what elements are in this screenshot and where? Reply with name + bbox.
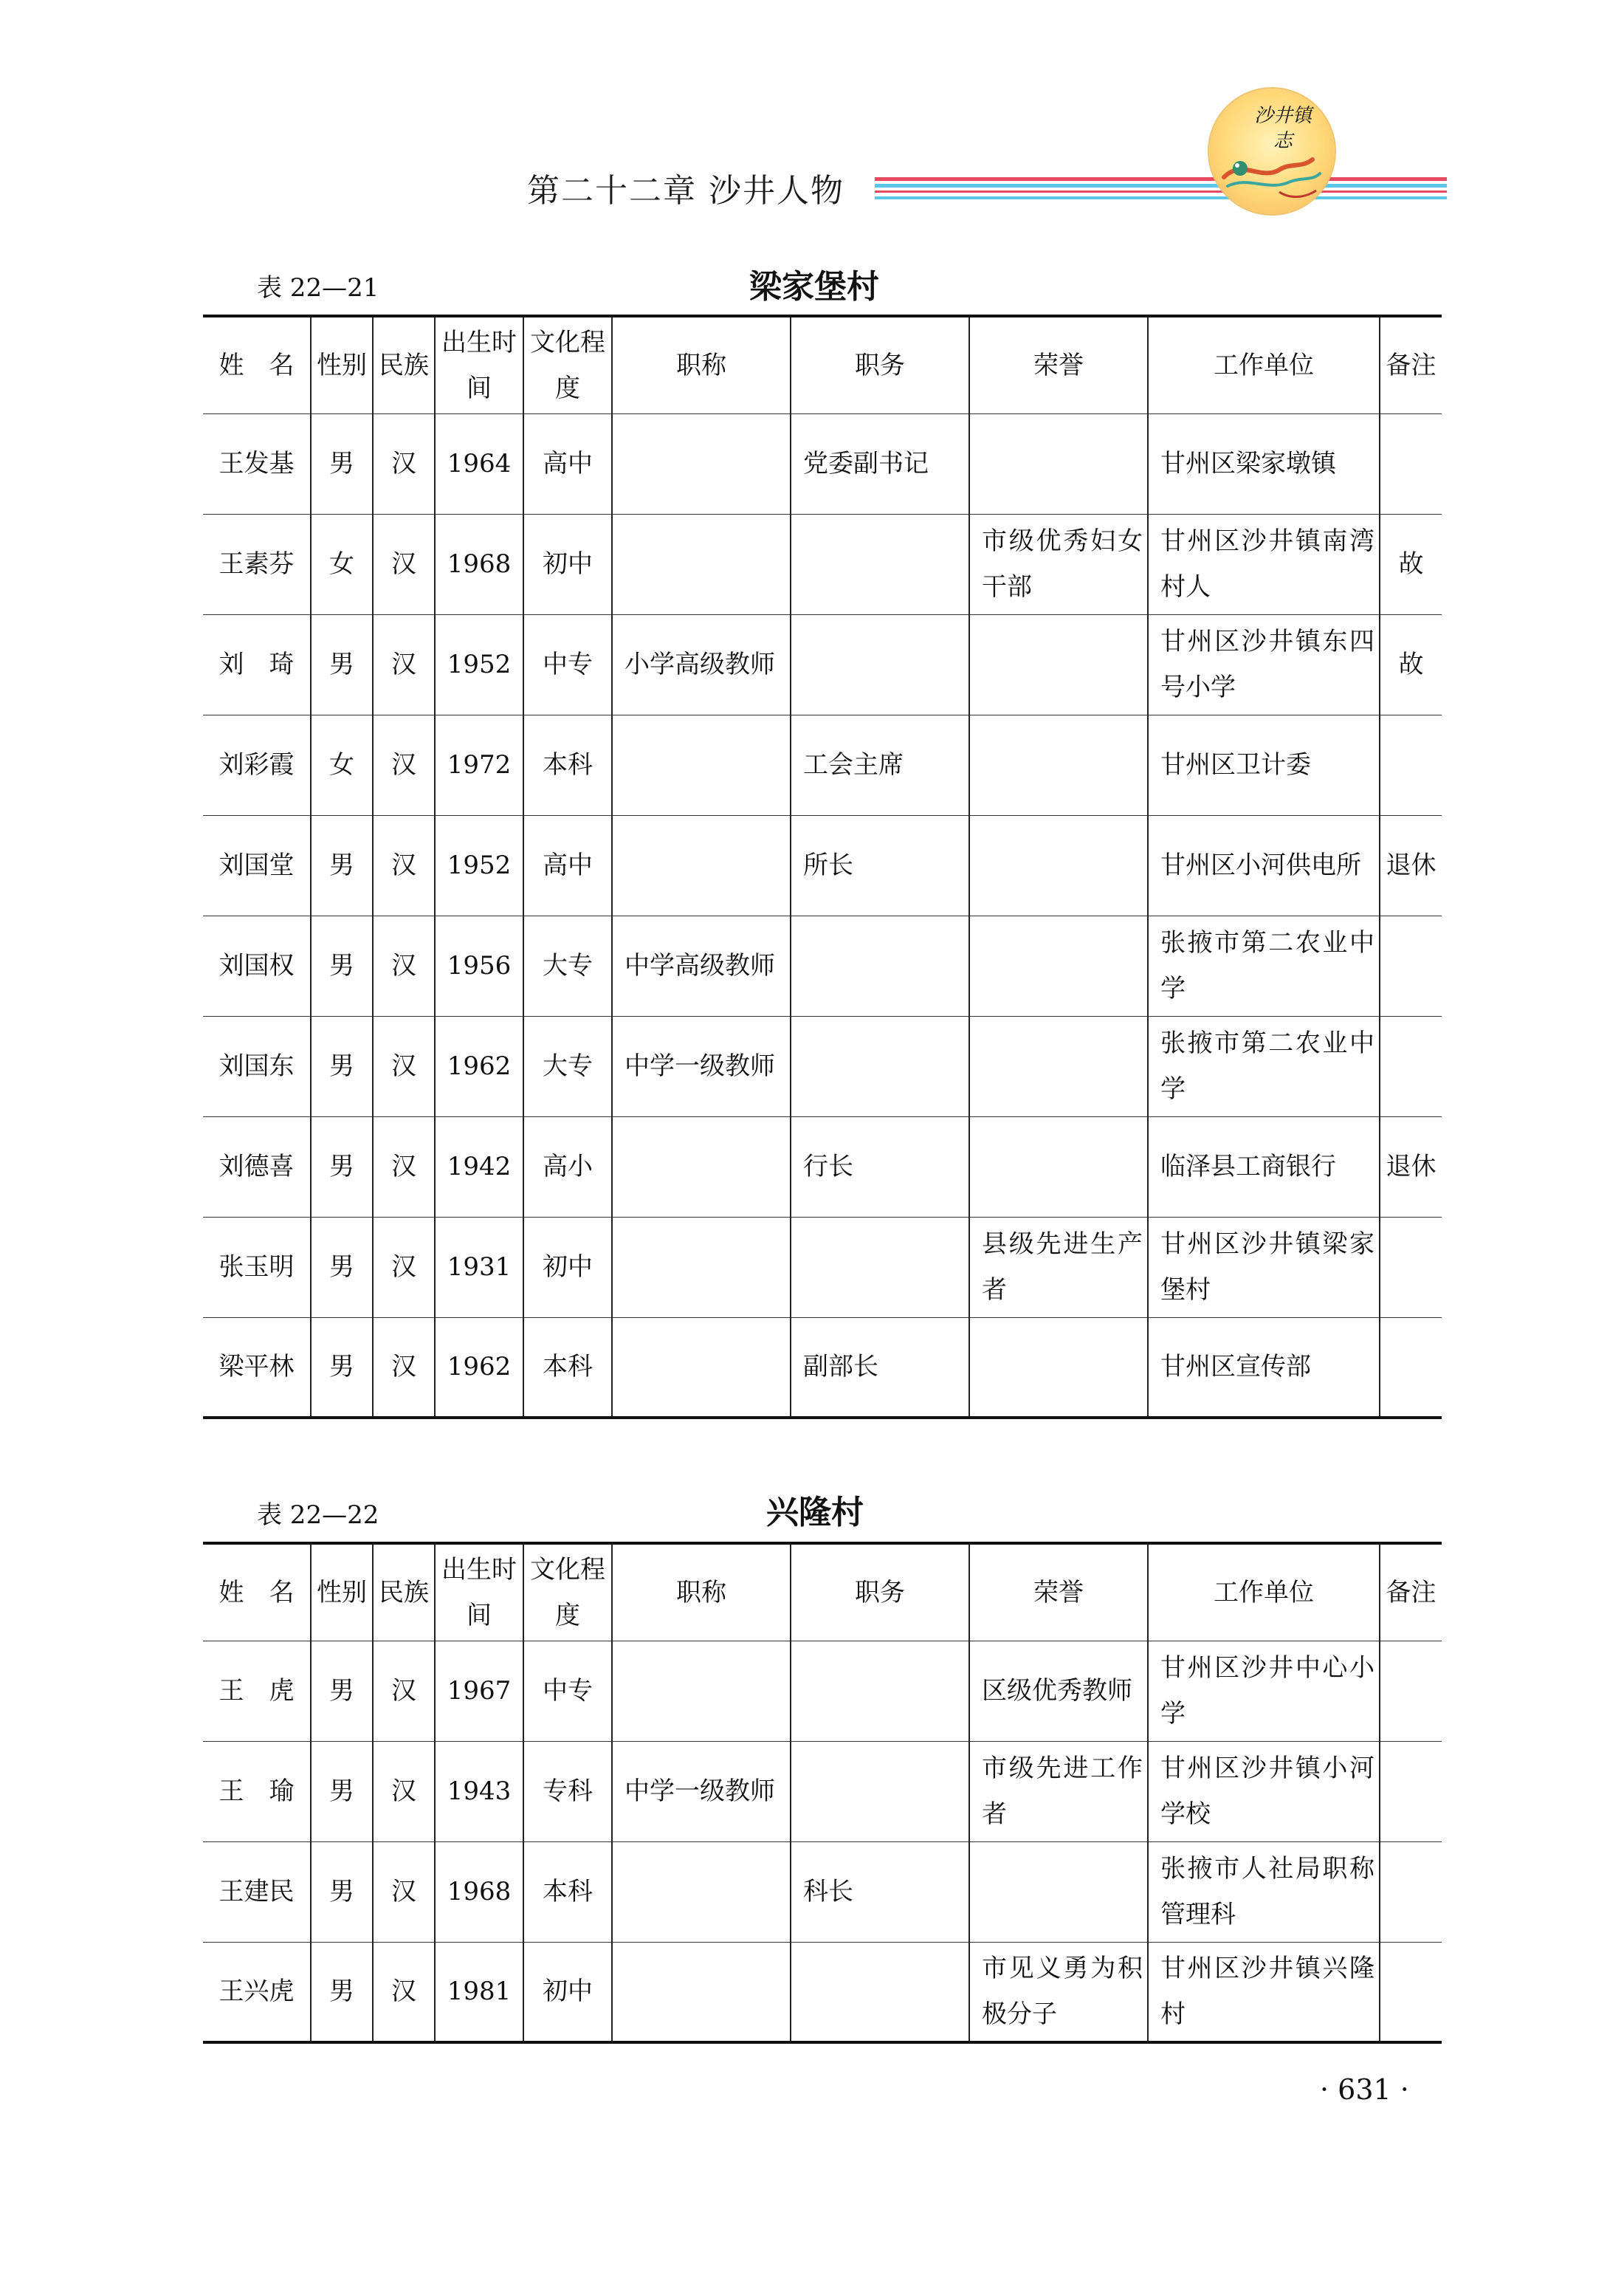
cell-remark bbox=[1380, 413, 1442, 514]
cell-employer: 甘州区卫计委 bbox=[1148, 715, 1380, 815]
header-row bbox=[203, 1543, 1442, 1641]
cell-employer: 临泽县工商银行 bbox=[1148, 1116, 1380, 1217]
cell-position: 工会主席 bbox=[791, 715, 969, 815]
cell-ethnicity: 汉 bbox=[373, 1942, 435, 2042]
cell-remark bbox=[1380, 715, 1442, 815]
cell-remark bbox=[1380, 916, 1442, 1016]
cell-birth-year: 1967 bbox=[435, 1641, 523, 1741]
cell-education: 本科 bbox=[523, 1841, 612, 1942]
cell-gender: 女 bbox=[311, 715, 373, 815]
cell-honor: 区级优秀教师 bbox=[969, 1641, 1148, 1741]
cell-name: 梁平林 bbox=[203, 1317, 311, 1418]
cell-name: 王建民 bbox=[203, 1841, 311, 1942]
cell-honor bbox=[969, 1841, 1148, 1942]
cell-remark bbox=[1380, 1317, 1442, 1418]
cell-name: 王素芬 bbox=[203, 514, 311, 614]
cell-name: 王发基 bbox=[203, 413, 311, 514]
cell-position bbox=[791, 1016, 969, 1116]
cell-position: 党委副书记 bbox=[791, 413, 969, 514]
cell-gender: 男 bbox=[311, 614, 373, 715]
cell-employer: 张掖市第二农业中学 bbox=[1148, 916, 1380, 1016]
table-row bbox=[203, 1116, 1442, 1217]
cell-gender: 男 bbox=[311, 1116, 373, 1217]
roster-table bbox=[203, 315, 1442, 1419]
cell-ethnicity: 汉 bbox=[373, 1116, 435, 1217]
cell-position: 所长 bbox=[791, 815, 969, 916]
cell-remark bbox=[1380, 1942, 1442, 2042]
column-header-title: 职称 bbox=[612, 1543, 791, 1641]
table-label: 表 22—21 bbox=[257, 273, 379, 303]
column-header-ethnicity: 民族 bbox=[373, 1543, 435, 1641]
cell-education: 大专 bbox=[523, 916, 612, 1016]
cell-position bbox=[791, 1942, 969, 2042]
cell-name: 王兴虎 bbox=[203, 1942, 311, 2042]
cell-remark: 退休 bbox=[1380, 815, 1442, 916]
cell-education: 中专 bbox=[523, 614, 612, 715]
column-header-birth-year: 出生时间 bbox=[435, 1543, 523, 1641]
cell-employer: 甘州区小河供电所 bbox=[1148, 815, 1380, 916]
cell-title bbox=[612, 1116, 791, 1217]
cell-honor bbox=[969, 1116, 1148, 1217]
cell-employer: 甘州区宣传部 bbox=[1148, 1317, 1380, 1418]
cell-name: 刘国堂 bbox=[203, 815, 311, 916]
cell-position bbox=[791, 1217, 969, 1317]
column-header-remark: 备注 bbox=[1380, 316, 1442, 413]
cell-honor bbox=[969, 815, 1148, 916]
cell-birth-year: 1972 bbox=[435, 715, 523, 815]
table-row bbox=[203, 715, 1442, 815]
table-row bbox=[203, 1942, 1442, 2042]
cell-remark: 故 bbox=[1380, 514, 1442, 614]
cell-position: 科长 bbox=[791, 1841, 969, 1942]
cell-title bbox=[612, 514, 791, 614]
cell-honor: 县级先进生产者 bbox=[969, 1217, 1148, 1317]
cell-name: 刘 琦 bbox=[203, 614, 311, 715]
cell-remark bbox=[1380, 1841, 1442, 1942]
column-header-position: 职务 bbox=[791, 316, 969, 413]
cell-birth-year: 1968 bbox=[435, 1841, 523, 1942]
cell-ethnicity: 汉 bbox=[373, 815, 435, 916]
cell-gender: 男 bbox=[311, 1317, 373, 1418]
page-number: · 631 · bbox=[1320, 2073, 1409, 2106]
cell-name: 刘国东 bbox=[203, 1016, 311, 1116]
cell-gender: 男 bbox=[311, 916, 373, 1016]
cell-honor: 市见义勇为积极分子 bbox=[969, 1942, 1148, 2042]
chapter-title: 第二十二章 沙井人物 bbox=[527, 172, 844, 210]
table-row bbox=[203, 614, 1442, 715]
cell-position bbox=[791, 614, 969, 715]
cell-title bbox=[612, 1641, 791, 1741]
cell-gender: 男 bbox=[311, 413, 373, 514]
cell-education: 高小 bbox=[523, 1116, 612, 1217]
cell-education: 专科 bbox=[523, 1741, 612, 1841]
cell-ethnicity: 汉 bbox=[373, 1841, 435, 1942]
table-row bbox=[203, 1317, 1442, 1418]
table-label: 表 22—22 bbox=[257, 1500, 379, 1530]
cell-education: 本科 bbox=[523, 1317, 612, 1418]
cell-birth-year: 1952 bbox=[435, 815, 523, 916]
table-row bbox=[203, 1741, 1442, 1841]
cell-title: 中学高级教师 bbox=[612, 916, 791, 1016]
table-row bbox=[203, 1217, 1442, 1317]
town-annals-logo bbox=[1209, 89, 1335, 214]
cell-education: 高中 bbox=[523, 815, 612, 916]
cell-employer: 甘州区沙井镇东四号小学 bbox=[1148, 614, 1380, 715]
cell-title bbox=[612, 1942, 791, 2042]
column-header-education: 文化程度 bbox=[523, 316, 612, 413]
cell-employer: 甘州区沙井镇兴隆村 bbox=[1148, 1942, 1380, 2042]
cell-gender: 男 bbox=[311, 815, 373, 916]
roster-table bbox=[203, 1542, 1442, 2044]
cell-honor: 市级优秀妇女干部 bbox=[969, 514, 1148, 614]
cell-honor bbox=[969, 413, 1148, 514]
cell-gender: 女 bbox=[311, 514, 373, 614]
cell-birth-year: 1931 bbox=[435, 1217, 523, 1317]
cell-remark bbox=[1380, 1641, 1442, 1741]
cell-honor: 市级先进工作者 bbox=[969, 1741, 1148, 1841]
cell-birth-year: 1968 bbox=[435, 514, 523, 614]
column-header-name: 姓 名 bbox=[203, 316, 311, 413]
cell-remark bbox=[1380, 1217, 1442, 1317]
cell-birth-year: 1964 bbox=[435, 413, 523, 514]
cell-position bbox=[791, 1741, 969, 1841]
cell-name: 王 瑜 bbox=[203, 1741, 311, 1841]
cell-ethnicity: 汉 bbox=[373, 1217, 435, 1317]
cell-remark: 退休 bbox=[1380, 1116, 1442, 1217]
cell-employer: 甘州区沙井镇南湾村人 bbox=[1148, 514, 1380, 614]
cell-employer: 甘州区沙井镇小河学校 bbox=[1148, 1741, 1380, 1841]
cell-title bbox=[612, 1217, 791, 1317]
cell-ethnicity: 汉 bbox=[373, 413, 435, 514]
column-header-position: 职务 bbox=[791, 1543, 969, 1641]
cell-birth-year: 1943 bbox=[435, 1741, 523, 1841]
cell-employer: 张掖市人社局职称管理科 bbox=[1148, 1841, 1380, 1942]
cell-ethnicity: 汉 bbox=[373, 614, 435, 715]
cell-name: 王 虎 bbox=[203, 1641, 311, 1741]
cell-title bbox=[612, 413, 791, 514]
cell-birth-year: 1942 bbox=[435, 1116, 523, 1217]
column-header-employer: 工作单位 bbox=[1148, 1543, 1380, 1641]
table-row bbox=[203, 1641, 1442, 1741]
cell-remark bbox=[1380, 1016, 1442, 1116]
cell-ethnicity: 汉 bbox=[373, 1741, 435, 1841]
cell-honor bbox=[969, 614, 1148, 715]
cell-ethnicity: 汉 bbox=[373, 1317, 435, 1418]
table-row bbox=[203, 815, 1442, 916]
column-header-birth-year: 出生时间 bbox=[435, 316, 523, 413]
cell-birth-year: 1952 bbox=[435, 614, 523, 715]
header-stripes bbox=[875, 177, 1447, 202]
column-header-gender: 性别 bbox=[311, 316, 373, 413]
table-row bbox=[203, 413, 1442, 514]
column-header-honor: 荣誉 bbox=[969, 1543, 1148, 1641]
cell-gender: 男 bbox=[311, 1741, 373, 1841]
cell-position bbox=[791, 514, 969, 614]
column-header-honor: 荣誉 bbox=[969, 316, 1148, 413]
cell-education: 初中 bbox=[523, 1942, 612, 2042]
cell-employer: 甘州区梁家墩镇 bbox=[1148, 413, 1380, 514]
cell-education: 本科 bbox=[523, 715, 612, 815]
header-row bbox=[203, 316, 1442, 413]
cell-title: 中学一级教师 bbox=[612, 1741, 791, 1841]
cell-ethnicity: 汉 bbox=[373, 514, 435, 614]
cell-title bbox=[612, 1841, 791, 1942]
cell-employer: 张掖市第二农业中学 bbox=[1148, 1016, 1380, 1116]
cell-ethnicity: 汉 bbox=[373, 1016, 435, 1116]
cell-honor bbox=[969, 916, 1148, 1016]
table-title: 梁家堡村 bbox=[749, 268, 879, 306]
cell-position bbox=[791, 1641, 969, 1741]
column-header-gender: 性别 bbox=[311, 1543, 373, 1641]
column-header-title: 职称 bbox=[612, 316, 791, 413]
cell-remark: 故 bbox=[1380, 614, 1442, 715]
cell-ethnicity: 汉 bbox=[373, 715, 435, 815]
cell-birth-year: 1956 bbox=[435, 916, 523, 1016]
cell-honor bbox=[969, 1317, 1148, 1418]
cell-employer: 甘州区沙井中心小学 bbox=[1148, 1641, 1380, 1741]
cell-gender: 男 bbox=[311, 1016, 373, 1116]
column-header-education: 文化程度 bbox=[523, 1543, 612, 1641]
cell-name: 刘德喜 bbox=[203, 1116, 311, 1217]
cell-ethnicity: 汉 bbox=[373, 1641, 435, 1741]
table-title: 兴隆村 bbox=[766, 1494, 864, 1531]
column-header-ethnicity: 民族 bbox=[373, 316, 435, 413]
cell-title bbox=[612, 815, 791, 916]
cell-birth-year: 1981 bbox=[435, 1942, 523, 2042]
column-header-remark: 备注 bbox=[1380, 1543, 1442, 1641]
cell-ethnicity: 汉 bbox=[373, 916, 435, 1016]
cell-name: 刘彩霞 bbox=[203, 715, 311, 815]
logo-text: 沙井镇志 bbox=[1253, 105, 1312, 152]
cell-education: 初中 bbox=[523, 514, 612, 614]
cell-education: 大专 bbox=[523, 1016, 612, 1116]
cell-gender: 男 bbox=[311, 1641, 373, 1741]
cell-gender: 男 bbox=[311, 1942, 373, 2042]
cell-employer: 甘州区沙井镇梁家堡村 bbox=[1148, 1217, 1380, 1317]
cell-title: 小学高级教师 bbox=[612, 614, 791, 715]
cell-position: 行长 bbox=[791, 1116, 969, 1217]
cell-education: 高中 bbox=[523, 413, 612, 514]
cell-remark bbox=[1380, 1741, 1442, 1841]
column-header-name: 姓 名 bbox=[203, 1543, 311, 1641]
cell-name: 刘国权 bbox=[203, 916, 311, 1016]
cell-gender: 男 bbox=[311, 1841, 373, 1942]
table-row bbox=[203, 916, 1442, 1016]
cell-education: 中专 bbox=[523, 1641, 612, 1741]
cell-honor bbox=[969, 715, 1148, 815]
table-row bbox=[203, 1841, 1442, 1942]
cell-birth-year: 1962 bbox=[435, 1317, 523, 1418]
cell-title bbox=[612, 1317, 791, 1418]
cell-education: 初中 bbox=[523, 1217, 612, 1317]
cell-title: 中学一级教师 bbox=[612, 1016, 791, 1116]
cell-name: 张玉明 bbox=[203, 1217, 311, 1317]
cell-position bbox=[791, 916, 969, 1016]
cell-gender: 男 bbox=[311, 1217, 373, 1317]
cell-position: 副部长 bbox=[791, 1317, 969, 1418]
cell-birth-year: 1962 bbox=[435, 1016, 523, 1116]
table-row bbox=[203, 1016, 1442, 1116]
cell-honor bbox=[969, 1016, 1148, 1116]
column-header-employer: 工作单位 bbox=[1148, 316, 1380, 413]
table-row bbox=[203, 514, 1442, 614]
cell-title bbox=[612, 715, 791, 815]
